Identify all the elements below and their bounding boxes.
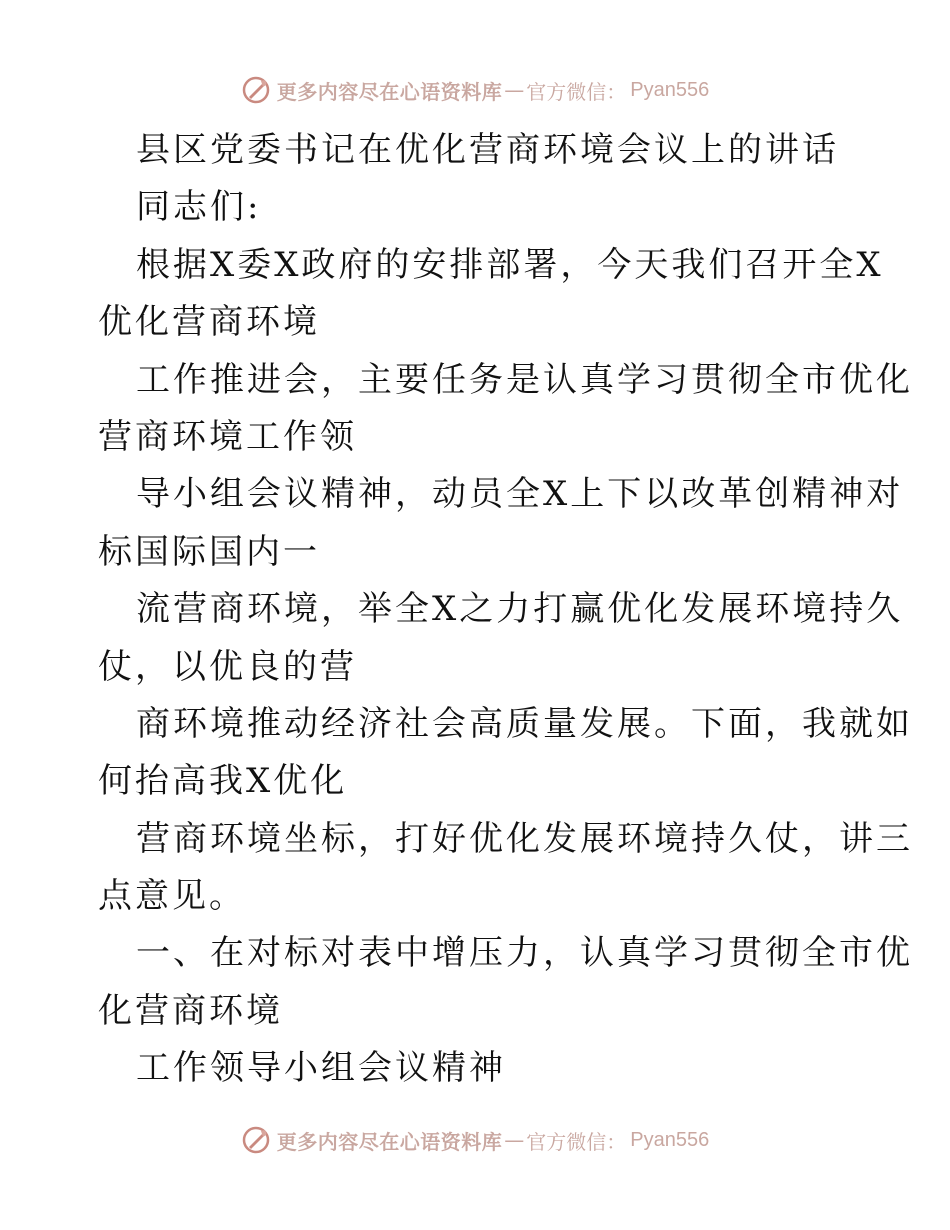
banner-separator: — (504, 1128, 525, 1152)
wechat-label: 官方微信： (526, 79, 627, 104)
paragraph-line: 何抬高我X优化 (98, 761, 348, 802)
banner-separator: — (504, 78, 525, 102)
paragraph-line: 导小组会议精神，动员全X上下以改革创精神对 (136, 474, 904, 515)
paragraph-line: 标国际国内一 (98, 531, 320, 572)
section-heading-line: 一、在对标对表中增压力，认真学习贯彻全市优 (136, 933, 913, 974)
footer-watermark-banner (0, 1122, 950, 1158)
wechat-label: 官方微信： (526, 1129, 627, 1154)
paragraph-line: 根据X委X政府的安排部署，今天我们召开全X (136, 244, 884, 285)
salutation: 同志们: (136, 187, 262, 228)
paragraph-line: 营商环境坐标，打好优化发展环境持久仗，讲三 (136, 818, 913, 859)
paragraph-line: 点意见。 (98, 876, 246, 917)
promo-text: 更多内容尽在心语资料库 (276, 1129, 503, 1154)
quill-logo-icon (241, 75, 271, 105)
document-title: 县区党委书记在优化营商环境会议上的讲话 (136, 130, 839, 170)
paragraph-line: 商环境推动经济社会高质量发展。下面，我就如 (136, 703, 913, 744)
section-heading-line: 化营商环境 (98, 990, 283, 1031)
promo-text: 更多内容尽在心语资料库 (276, 79, 503, 104)
quill-logo-icon (241, 1125, 271, 1155)
wechat-id: Pyan556 (630, 78, 710, 101)
paragraph-line: 仗，以优良的营 (98, 646, 357, 687)
section-heading-line: 工作领导小组会议精神 (136, 1048, 506, 1089)
paragraph-line: 工作推进会，主要任务是认真学习贯彻全市优化 (136, 359, 913, 400)
document-body (98, 122, 913, 1098)
paragraph-line: 营商环境工作领 (98, 416, 357, 457)
header-watermark-banner (0, 72, 950, 108)
paragraph-line: 流营商环境，举全X之力打赢优化发展环境持久 (136, 589, 904, 630)
paragraph-line: 优化营商环境 (98, 302, 320, 343)
wechat-id: Pyan556 (630, 1128, 710, 1151)
